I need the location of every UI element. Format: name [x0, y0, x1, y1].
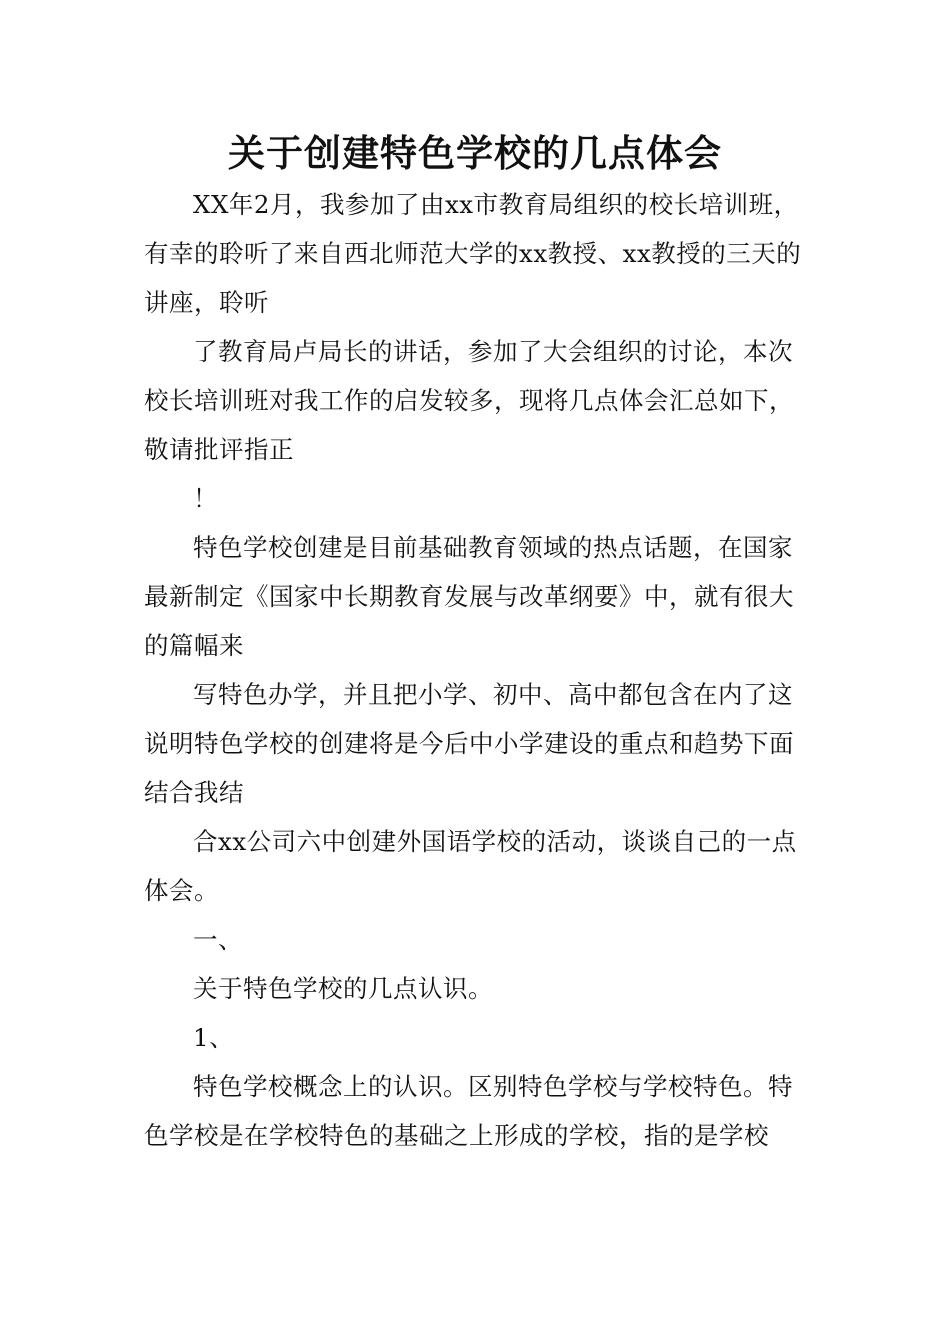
paragraph-6: 合xx公司六中创建外国语学校的活动，谈谈自己的一点体会。: [144, 827, 797, 905]
paragraph-5: 写特色办学，并且把小学、初中、高中都包含在内了这说明特色学校的创建将是今后中小学建设的重点和趋势下面结合我结: [144, 680, 794, 807]
paragraph-2: 了教育局卢局长的讲话，参加了大会组织的讨论，本次校长培训班对我工作的启发较多，现将几点体会汇总如下，敬请批评指正: [144, 337, 794, 464]
section-heading: 关于特色学校的几点认识。: [193, 974, 493, 1003]
document-body: [144, 180, 816, 1160]
document-title: 关于创建特色学校的几点体会: [228, 131, 722, 175]
subsection-number: 1、: [193, 1023, 235, 1052]
paragraph-4: 特色学校创建是目前基础教育领域的热点话题，在国家最新制定《国家中长期教育发展与改革纲要》中，就有很大的篇幅来: [144, 533, 794, 660]
paragraph-1: XX年2月，我参加了由xx市教育局组织的校长培训班，有幸的聆听了来自西北师范大学的xx教授、xx教授的三天的讲座，聆听: [144, 190, 802, 317]
section-heading-number: 一、: [193, 925, 243, 954]
paragraph-3: ！: [193, 484, 218, 513]
paragraph-7: 特色学校概念上的认识。区别特色学校与学校特色。特色学校是在学校特色的基础之上形成的学校，指的是学校: [144, 1072, 793, 1150]
